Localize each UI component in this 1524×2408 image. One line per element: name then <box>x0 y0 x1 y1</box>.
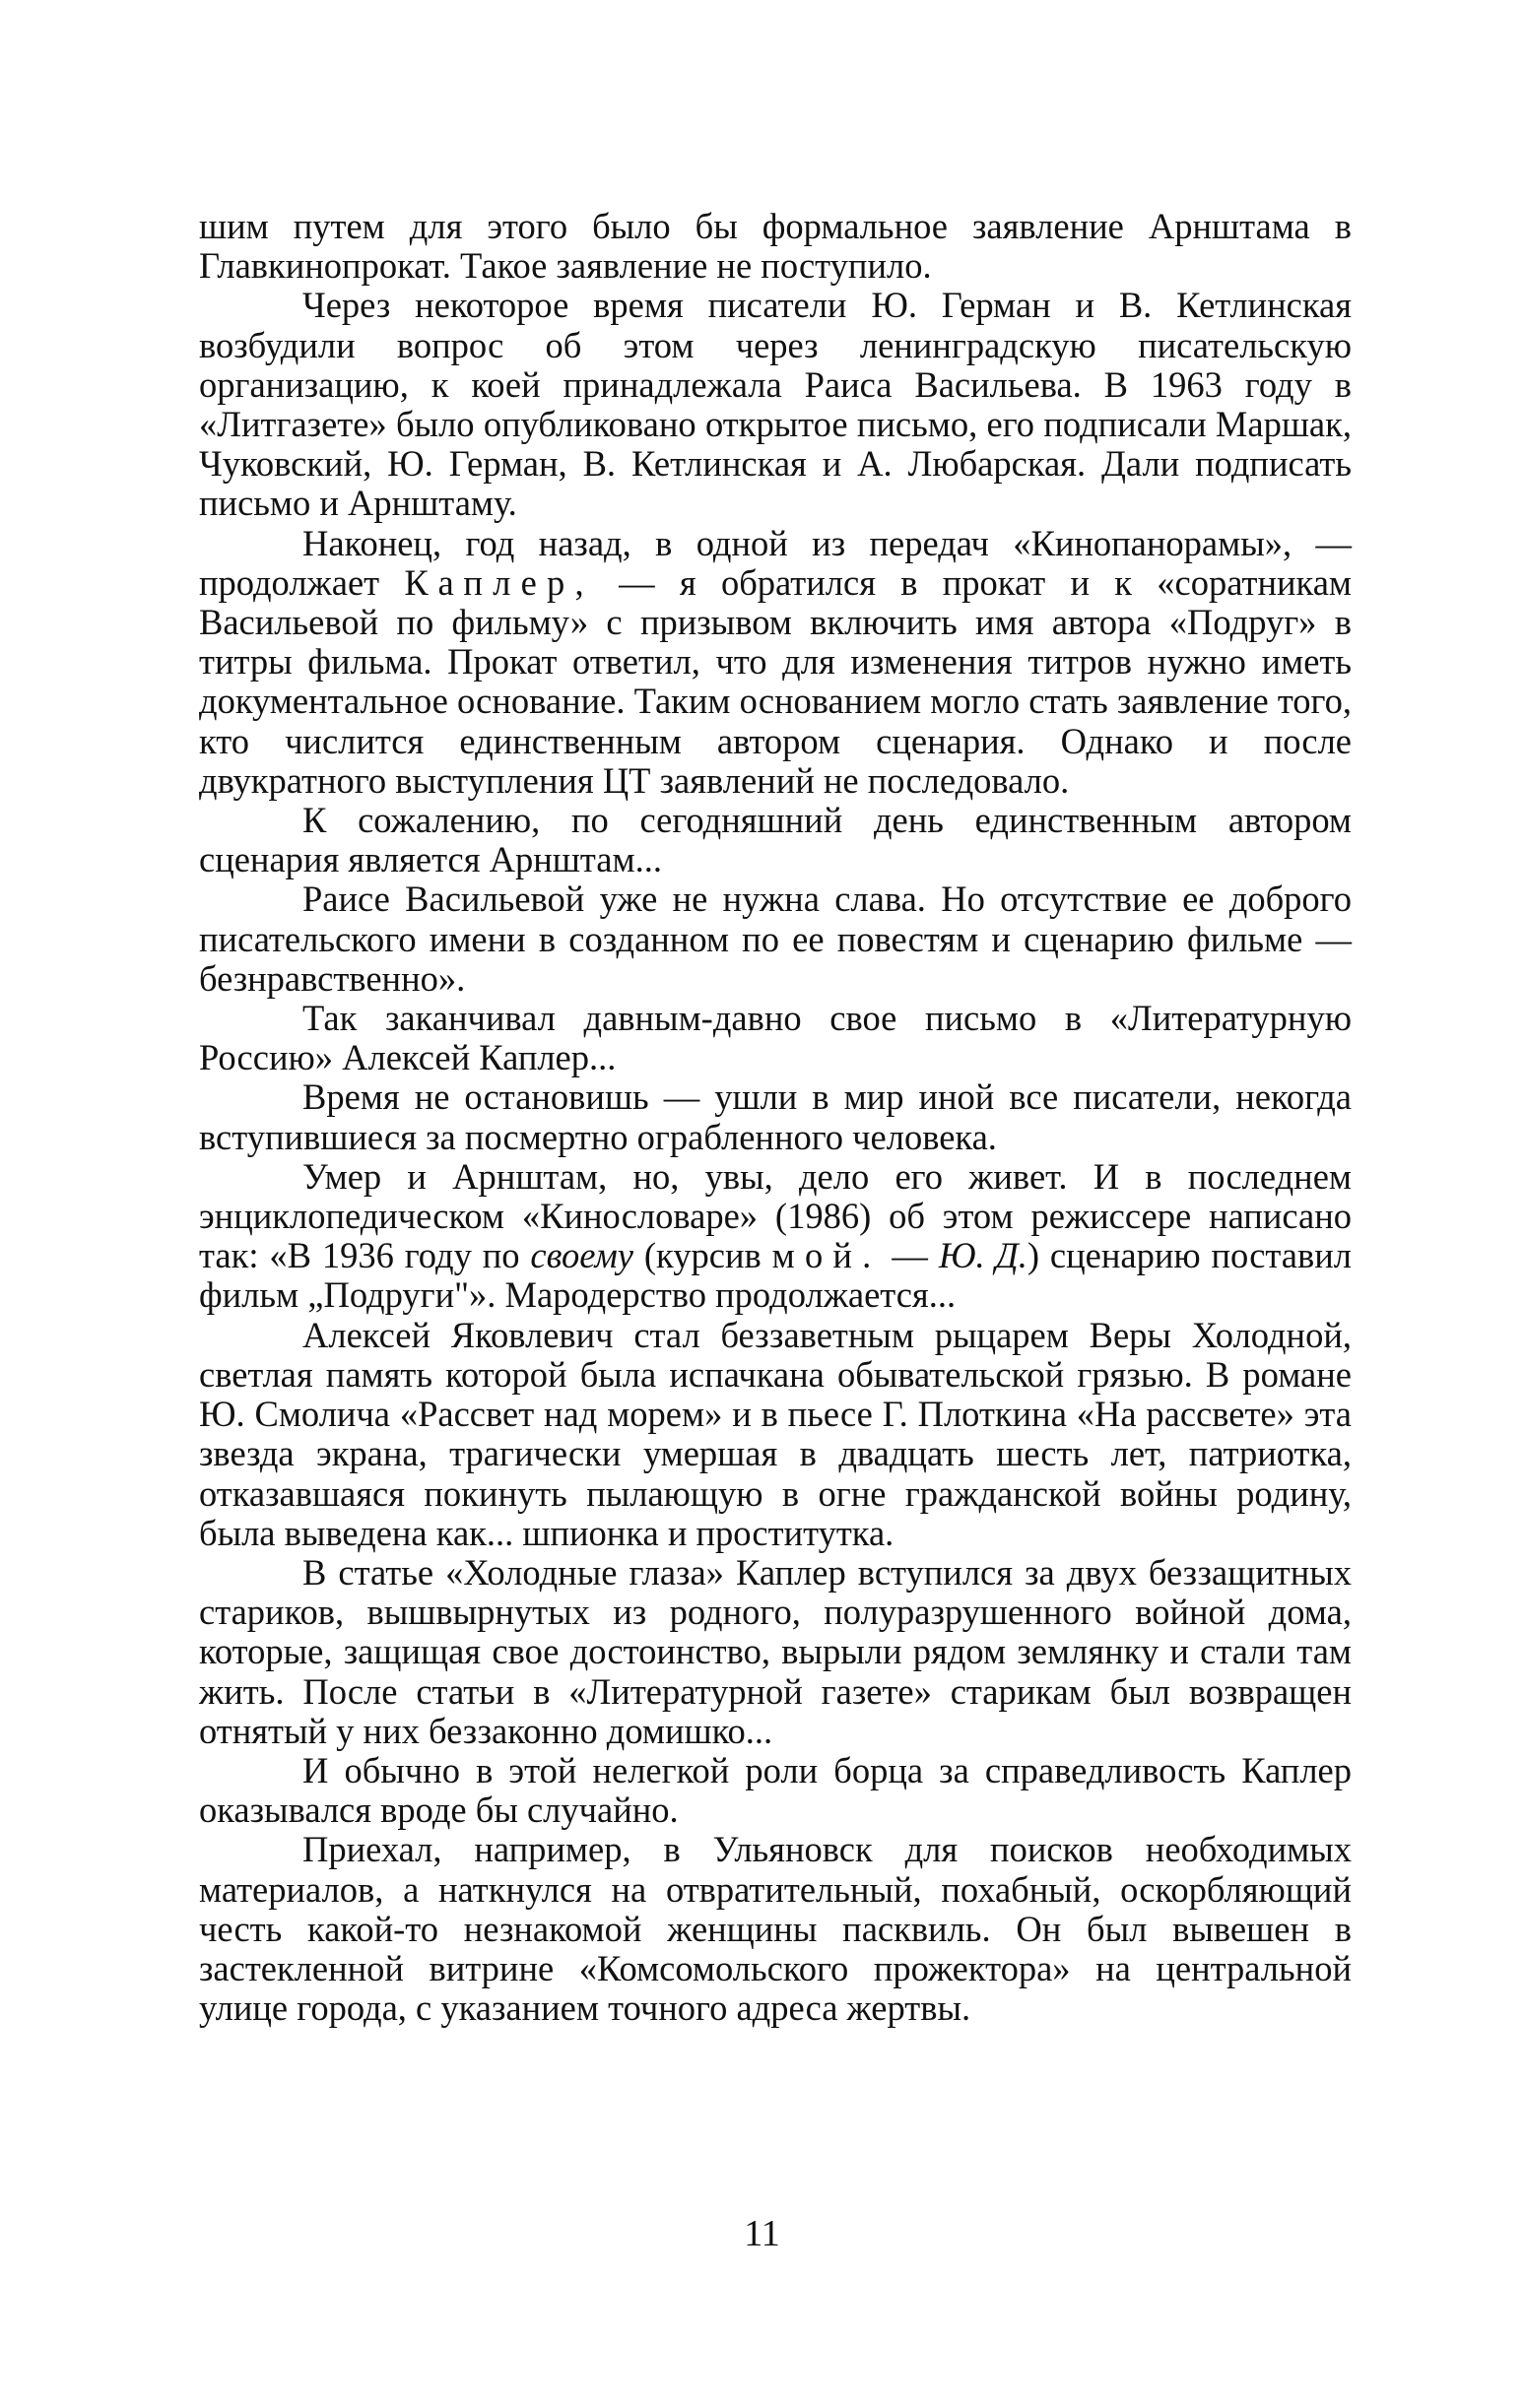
spaced-author-name: Каплер, <box>404 561 594 603</box>
paragraph-12: Приехал, например, в Ульяновск для поисков необходимых материалов, а наткнулся на отвратительный, похабный, оскорбляющий честь какой-то незнакомой женщины пасквиль. Он был вывешен в застекленной витрине «Комсомольского прожектора» на центральной улице города, с указанием точного адреса жертвы. <box>199 1829 1352 2029</box>
paragraph-2: Через некоторое время писатели Ю. Герман и В. Кетлинская возбудили вопрос об этом через ленинградскую писательскую организацию, к коей принадлежала Раиса Васильева. В 1963 году в «Литгазете» было опубликовано открытое письмо, его подписали Маршак, Чуковский, Ю. Герман, В. Кетлинская и А. Любарская. Дали подписать письмо и Арнштаму. <box>199 285 1352 524</box>
paragraph-3-part-1: Наконец, год назад, в одной из передач «Кинопанорамы», — продолжает <box>199 522 1352 603</box>
paragraph-3 <box>199 524 1352 801</box>
paragraph-3-part-2: — я обратился в прокат и к «соратникам Васильевой по фильму» с призывом включить имя автора «Подруг» в титры фильма. Прокат ответил, что для изменения титров нужно иметь документальное основание. Таким основанием могло стать заявление того, кто числится единственным автором сценария. Однако и после двукратного выступления ЦТ заявлений не последовало. <box>199 561 1352 801</box>
paragraph-8-part-3: — <box>881 1235 939 1276</box>
paragraph-8-part-1: Умер и Арнштам, но, увы, дело его живет. И в последнем энциклопедическом «Кинословаре» (1986) об этом режиссере написано так: «В 1936 году по <box>199 1155 1352 1276</box>
italic-initials: Ю. Д. <box>938 1235 1027 1276</box>
italic-word-svoemu: своему <box>530 1235 633 1276</box>
body-text <box>199 207 1352 2028</box>
paragraph-8 <box>199 1157 1352 1316</box>
paragraph-4: К сожалению, по сегодняшний день единственным автором сценария является Арнштам... <box>199 800 1352 880</box>
paragraph-9: Алексей Яковлевич стал беззаветным рыцарем Веры Холодной, светлая память которой была испачкана обывательской грязью. В романе Ю. Смолича «Рассвет над морем» и в пьесе Г. Плоткина «На рассвете» эта звезда экрана, трагически умершая в двадцать шесть лет, патриотка, отказавшаяся покинуть пылающую в огне гражданской войны родину, была выведена как... шпионка и проститутка. <box>199 1314 1352 1553</box>
spaced-word-moi: мой. <box>771 1235 882 1276</box>
paragraph-6: Так заканчивал давным-давно свое письмо в «Литературную Россию» Алексей Каплер... <box>199 998 1352 1078</box>
paragraph-1: шим путем для этого было бы формальное заявление Арнштама в Главкинопрокат. Такое заявление не поступило. <box>199 206 1352 287</box>
paragraph-11: И обычно в этой нелегкой роли борца за справедливость Каплер оказывался вроде бы случайно. <box>199 1749 1352 1831</box>
paragraph-8-part-4: ) сценарию поставил фильм „Подруги"». Мародерство продолжается... <box>199 1235 1352 1316</box>
paragraph-8-part-2: (курсив <box>633 1235 772 1276</box>
paragraph-5: Раисе Васильевой уже не нужна слава. Но отсутствие ее доброго писательского имени в созданном по ее повестям и сценарию фильме — безнравственно». <box>199 879 1352 999</box>
paragraph-7: Время не остановишь — ушли в мир иной все писатели, некогда вступившиеся за посмертно ограбленного человека. <box>199 1076 1352 1157</box>
paragraph-10: В статье «Холодные глаза» Каплер вступился за двух беззащитных стариков, вышвырнутых из родного, полуразрушенного войной дома, которые, защищая свое достоинство, вырыли рядом землянку и стали там жить. После статьи в «Литературной газете» старикам был возвращен отнятый у них беззаконно домишко... <box>199 1551 1352 1751</box>
page-number: 11 <box>744 2213 780 2254</box>
